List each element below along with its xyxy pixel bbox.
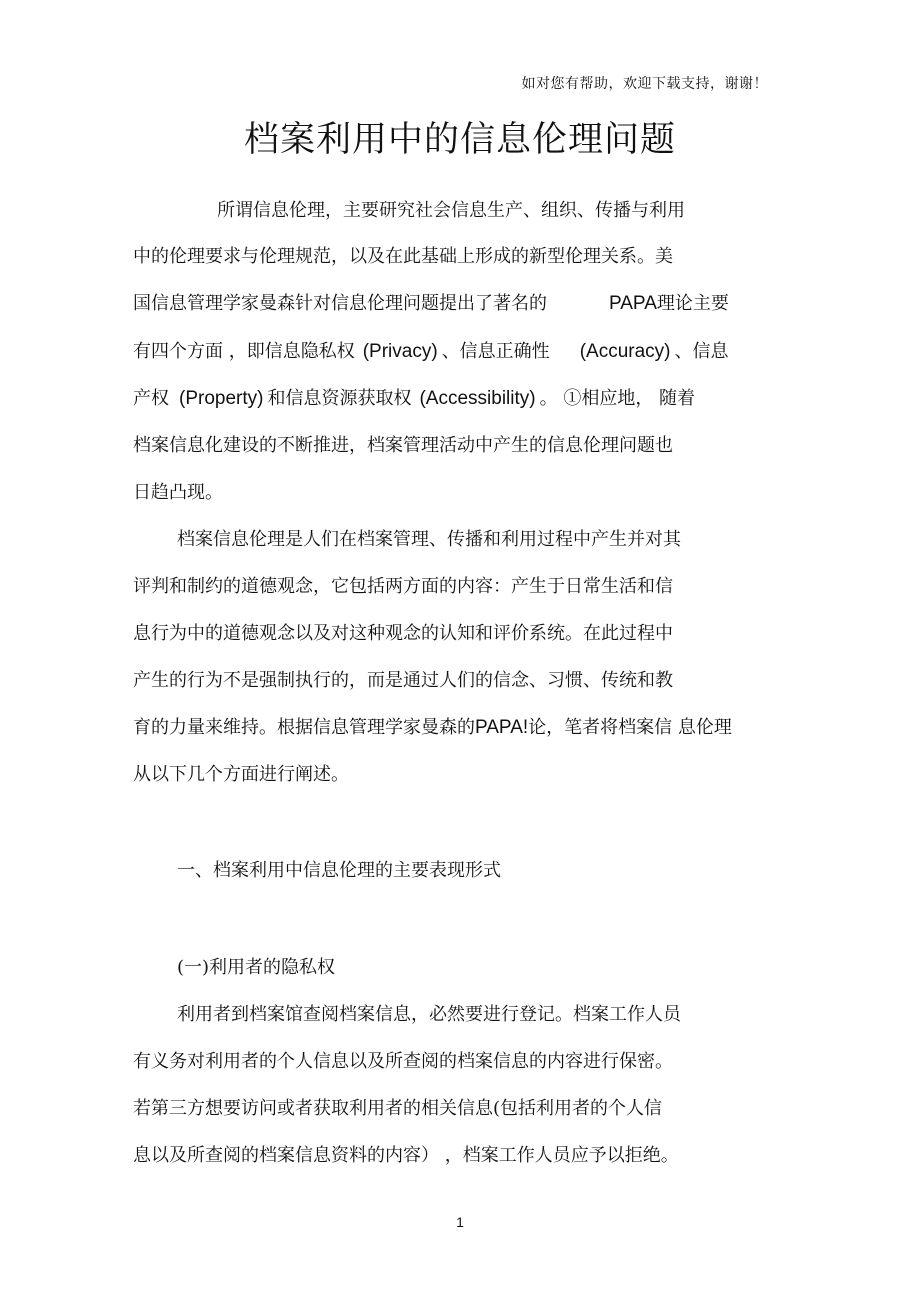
paragraph-1-line-4-text-a: 有四个方面 ，即信息隐私权 (133, 341, 355, 362)
paragraph-1-line-5 (133, 387, 695, 411)
paragraph-2-line-5-papa: PAPA! (475, 717, 529, 738)
paragraph-1-line-5-text-a: 产权 (133, 388, 169, 409)
paragraph-1-line-5-text-e: 。 ①相应地， 随着 (539, 388, 696, 409)
paragraph-1-line-4-accuracy: (Accuracy) (579, 341, 671, 362)
paragraph-1-line-3-text-c: 理论主要 (656, 293, 729, 314)
paragraph-1-line-6: 档案信息化建设的不断推进，档案管理活动中产生的信息伦理问题也 (133, 435, 673, 456)
paragraph-1-line-4 (133, 340, 728, 364)
paragraph-2-line-6: 从以下几个方面进行阐述。 (133, 764, 349, 785)
paragraph-3-line-4: 息以及所查阅的档案信息资料的内容） ，档案工作人员应予以拒绝。 (133, 1145, 679, 1166)
paragraph-1-line-4-privacy: (Privacy) (362, 341, 438, 362)
paragraph-2-line-5 (133, 716, 732, 740)
page-number: 1 (456, 1214, 464, 1230)
header-note: 如对您有帮助，欢迎下载支持，谢谢！ (521, 76, 768, 92)
paragraph-1-line-3-papa: PAPA (609, 293, 657, 314)
paragraph-1-line-5-text-c: 和信息资源获取权 (267, 388, 412, 409)
subsection-1-heading: (一)利用者的隐私权 (177, 957, 336, 978)
paragraph-2-line-4: 产生的行为不是强制执行的，而是通过人们的信念、习惯、传统和教 (133, 670, 673, 691)
paragraph-2-line-3: 息行为中的道德观念以及对这种观念的认知和评价系统。在此过程中 (133, 623, 673, 644)
document-title: 档案利用中的信息伦理问题 (243, 120, 676, 160)
paragraph-1-line-3 (133, 292, 729, 316)
paragraph-1-line-4-text-c: 、信息正确性 (441, 341, 550, 362)
paragraph-3-line-1: 利用者到档案馆查阅档案信息，必然要进行登记。档案工作人员 (177, 1004, 681, 1025)
section-1-heading: 一、档案利用中信息伦理的主要表现形式 (177, 860, 501, 881)
paragraph-2-line-1: 档案信息伦理是人们在档案管理、传播和利用过程中产生并对其 (177, 529, 681, 550)
paragraph-2-line-2: 评判和制约的道德观念，它包括两方面的内容：产生于日常生活和信 (133, 576, 673, 597)
paragraph-1-line-2: 中的伦理要求与伦理规范，以及在此基础上形成的新型伦理关系。美 (133, 246, 673, 267)
paragraph-2-line-5-text-c: 论，笔者将档案信 息伦理 (528, 717, 732, 738)
paragraph-1-line-7: 日趋凸现。 (133, 482, 223, 503)
paragraph-1-line-4-text-e: 、信息 (674, 341, 729, 362)
paragraph-1-line-3-text-a: 国信息管理学家曼森针对信息伦理问题提出了著名的 (133, 293, 547, 314)
paragraph-3-line-2: 有义务对利用者的个人信息以及所查阅的档案信息的内容进行保密。 (133, 1051, 673, 1072)
paragraph-1-line-1: 所谓信息伦理，主要研究社会信息生产、组织、传播与利用 (217, 200, 685, 221)
paragraph-1-line-5-property: (Property) (179, 388, 264, 409)
paragraph-3-line-3: 若第三方想要访问或者获取利用者的相关信息(包括利用者的个人信 (133, 1098, 663, 1119)
paragraph-2-line-5-text-a: 育的力量来维持。根据信息管理学家曼森的 (133, 717, 475, 738)
paragraph-1-line-5-accessibility: (Accessibility) (419, 388, 536, 409)
